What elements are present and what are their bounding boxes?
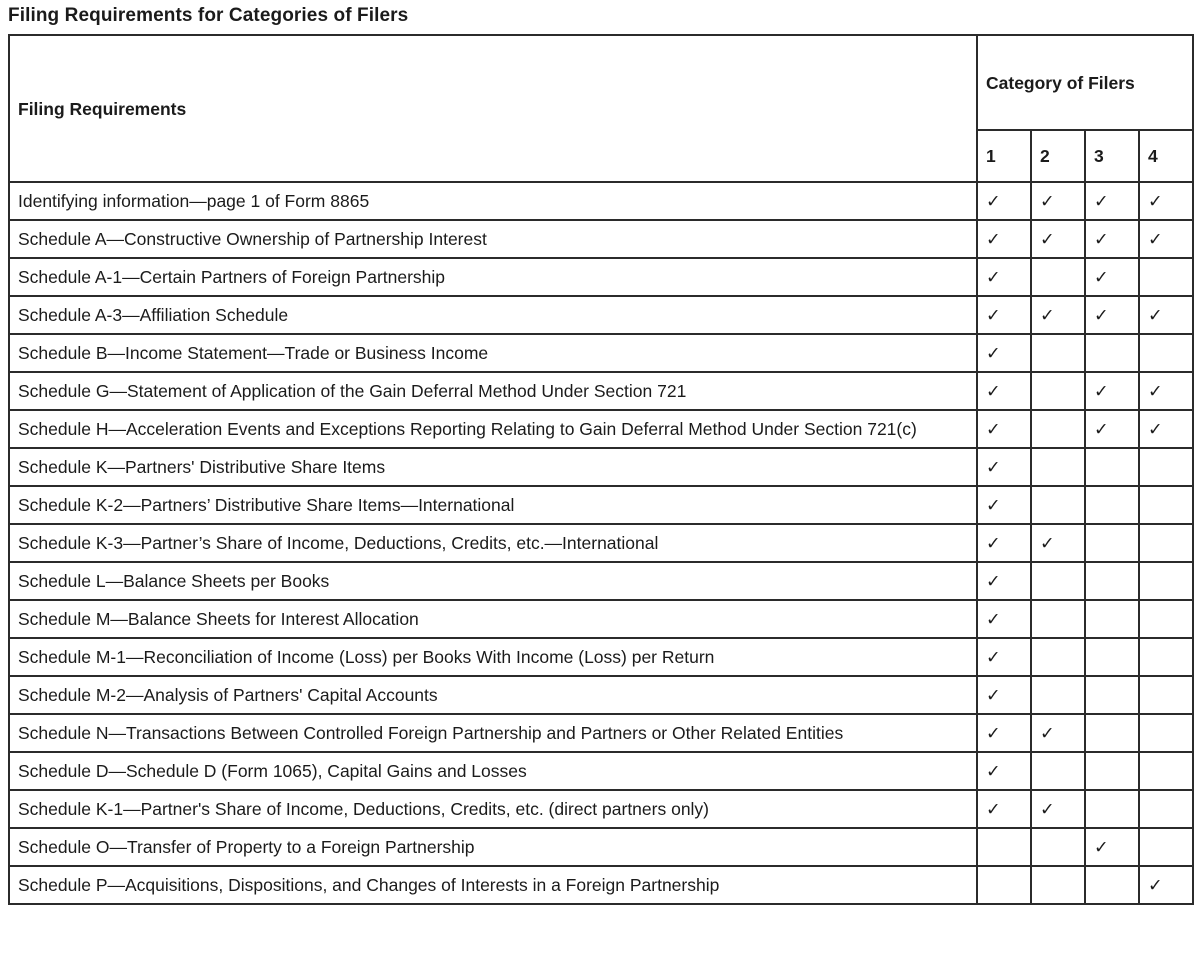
requirement-label: Schedule K-2—Partners’ Distributive Share Items—International [9,486,977,524]
category-check-cell [1085,790,1139,828]
checkmark-icon: ✓ [986,267,1001,287]
checkmark-icon: ✓ [986,305,1001,325]
table-row [9,258,1193,296]
checkmark-icon: ✓ [986,609,1001,629]
checkmark-icon: ✓ [986,799,1001,819]
category-check-cell [1139,638,1193,676]
category-check-cell [977,714,1031,752]
requirement-label: Schedule N—Transactions Between Controlled Foreign Partnership and Partners or Other Related Entities [9,714,977,752]
table-row [9,220,1193,258]
requirement-label: Schedule D—Schedule D (Form 1065), Capital Gains and Losses [9,752,977,790]
category-check-cell [1085,448,1139,486]
table-row [9,752,1193,790]
category-column-header-3: 3 [1085,130,1139,182]
category-check-cell [1031,410,1085,448]
category-check-cell [977,372,1031,410]
category-check-cell [1031,676,1085,714]
category-check-cell [1139,410,1193,448]
checkmark-icon: ✓ [986,495,1001,515]
category-check-cell [1139,714,1193,752]
category-check-cell [1139,828,1193,866]
category-check-cell [1139,296,1193,334]
table-row [9,676,1193,714]
category-check-cell [1085,182,1139,220]
category-check-cell [977,220,1031,258]
requirement-label: Schedule A-1—Certain Partners of Foreign Partnership [9,258,977,296]
category-check-cell [1139,334,1193,372]
category-check-cell [977,334,1031,372]
table-row [9,562,1193,600]
category-check-cell [1085,410,1139,448]
requirement-label: Schedule K—Partners' Distributive Share Items [9,448,977,486]
category-check-cell [977,296,1031,334]
category-check-cell [1031,296,1085,334]
table-title: Filing Requirements for Categories of Filers [8,5,409,26]
checkmark-icon: ✓ [986,571,1001,591]
category-check-cell [1031,638,1085,676]
category-check-cell [977,258,1031,296]
category-check-cell [1139,790,1193,828]
category-check-cell [1139,448,1193,486]
category-check-cell [1085,486,1139,524]
category-check-cell [1031,866,1085,904]
checkmark-icon: ✓ [986,191,1001,211]
category-check-cell [1031,334,1085,372]
category-check-cell [1085,372,1139,410]
requirement-label: Schedule K-1—Partner's Share of Income, Deductions, Credits, etc. (direct partners only) [9,790,977,828]
checkmark-icon: ✓ [1094,267,1109,287]
checkmark-icon: ✓ [986,343,1001,363]
category-check-cell [1139,372,1193,410]
category-check-cell [1139,676,1193,714]
table-row [9,790,1193,828]
checkmark-icon: ✓ [1148,381,1163,401]
category-check-cell [977,790,1031,828]
checkmark-icon: ✓ [1040,229,1055,249]
category-check-cell [1085,828,1139,866]
category-check-cell [977,562,1031,600]
checkmark-icon: ✓ [1040,305,1055,325]
checkmark-icon: ✓ [986,381,1001,401]
category-check-cell [1139,866,1193,904]
category-check-cell [977,828,1031,866]
table-row [9,600,1193,638]
category-check-cell [977,448,1031,486]
category-check-cell [1031,562,1085,600]
category-check-cell [1085,524,1139,562]
category-check-cell [977,410,1031,448]
category-check-cell [1031,714,1085,752]
category-check-cell [977,486,1031,524]
category-check-cell [1085,638,1139,676]
category-check-cell [977,638,1031,676]
category-check-cell [1031,182,1085,220]
table-row [9,486,1193,524]
requirement-label: Schedule P—Acquisitions, Dispositions, and Changes of Interests in a Foreign Partnership [9,866,977,904]
table-row [9,866,1193,904]
checkmark-icon: ✓ [1148,191,1163,211]
category-check-cell [1085,220,1139,258]
category-check-cell [1031,828,1085,866]
category-check-cell [1139,600,1193,638]
table-row [9,410,1193,448]
category-check-cell [1139,752,1193,790]
checkmark-icon: ✓ [1040,191,1055,211]
filing-requirements-table [8,34,1194,905]
table-row [9,638,1193,676]
table-row [9,334,1193,372]
table-row [9,372,1193,410]
checkmark-icon: ✓ [1148,875,1163,895]
checkmark-icon: ✓ [1094,191,1109,211]
requirement-label: Identifying information—page 1 of Form 8865 [9,182,977,220]
requirement-label: Schedule M-2—Analysis of Partners' Capital Accounts [9,676,977,714]
checkmark-icon: ✓ [1094,381,1109,401]
checkmark-icon: ✓ [1148,305,1163,325]
requirement-label: Schedule M—Balance Sheets for Interest Allocation [9,600,977,638]
category-check-cell [1085,676,1139,714]
requirement-label: Schedule B—Income Statement—Trade or Business Income [9,334,977,372]
category-check-cell [1031,524,1085,562]
checkmark-icon: ✓ [1094,837,1109,857]
filing-requirements-header: Filing Requirements [9,35,977,182]
requirement-label: Schedule O—Transfer of Property to a Foreign Partnership [9,828,977,866]
requirement-label: Schedule A—Constructive Ownership of Partnership Interest [9,220,977,258]
category-check-cell [1031,790,1085,828]
category-check-cell [1085,752,1139,790]
category-column-header-2: 2 [1031,130,1085,182]
checkmark-icon: ✓ [986,533,1001,553]
category-check-cell [1031,372,1085,410]
table-row [9,296,1193,334]
checkmark-icon: ✓ [1040,533,1055,553]
checkmark-icon: ✓ [986,457,1001,477]
requirement-label: Schedule M-1—Reconciliation of Income (Loss) per Books With Income (Loss) per Return [9,638,977,676]
requirement-label: Schedule G—Statement of Application of the Gain Deferral Method Under Section 721 [9,372,977,410]
category-check-cell [1085,714,1139,752]
checkmark-icon: ✓ [986,761,1001,781]
category-check-cell [977,752,1031,790]
category-check-cell [1085,600,1139,638]
category-check-cell [977,600,1031,638]
category-check-cell [1085,258,1139,296]
checkmark-icon: ✓ [986,419,1001,439]
checkmark-icon: ✓ [986,685,1001,705]
checkmark-icon: ✓ [1094,305,1109,325]
category-of-filers-header: Category of Filers [977,35,1193,130]
checkmark-icon: ✓ [1148,419,1163,439]
category-check-cell [1139,486,1193,524]
category-check-cell [977,524,1031,562]
requirement-label: Schedule K-3—Partner’s Share of Income, Deductions, Credits, etc.—International [9,524,977,562]
checkmark-icon: ✓ [1040,799,1055,819]
category-check-cell [1139,182,1193,220]
category-check-cell [1085,866,1139,904]
category-check-cell [1031,220,1085,258]
category-check-cell [1085,334,1139,372]
category-column-header-4: 4 [1139,130,1193,182]
checkmark-icon: ✓ [1094,419,1109,439]
table-row [9,448,1193,486]
table-row [9,524,1193,562]
category-check-cell [977,866,1031,904]
category-column-header-1: 1 [977,130,1031,182]
requirements-table-body [9,182,1193,904]
checkmark-icon: ✓ [1148,229,1163,249]
requirement-label: Schedule A-3—Affiliation Schedule [9,296,977,334]
category-check-cell [1031,752,1085,790]
category-check-cell [977,182,1031,220]
checkmark-icon: ✓ [1094,229,1109,249]
checkmark-icon: ✓ [986,229,1001,249]
category-check-cell [1031,486,1085,524]
table-row [9,828,1193,866]
checkmark-icon: ✓ [1040,723,1055,743]
checkmark-icon: ✓ [986,647,1001,667]
requirement-label: Schedule L—Balance Sheets per Books [9,562,977,600]
table-row [9,182,1193,220]
category-check-cell [1085,562,1139,600]
category-check-cell [1031,258,1085,296]
category-group-header-row [9,35,1193,130]
category-check-cell [1139,562,1193,600]
category-check-cell [1139,258,1193,296]
category-check-cell [1085,296,1139,334]
requirement-label: Schedule H—Acceleration Events and Exceptions Reporting Relating to Gain Deferral Method Under Section 721(c) [9,410,977,448]
table-header [9,35,1193,182]
category-check-cell [1031,448,1085,486]
checkmark-icon: ✓ [986,723,1001,743]
category-check-cell [1139,524,1193,562]
category-check-cell [1139,220,1193,258]
table-row [9,714,1193,752]
category-check-cell [1031,600,1085,638]
category-check-cell [977,676,1031,714]
